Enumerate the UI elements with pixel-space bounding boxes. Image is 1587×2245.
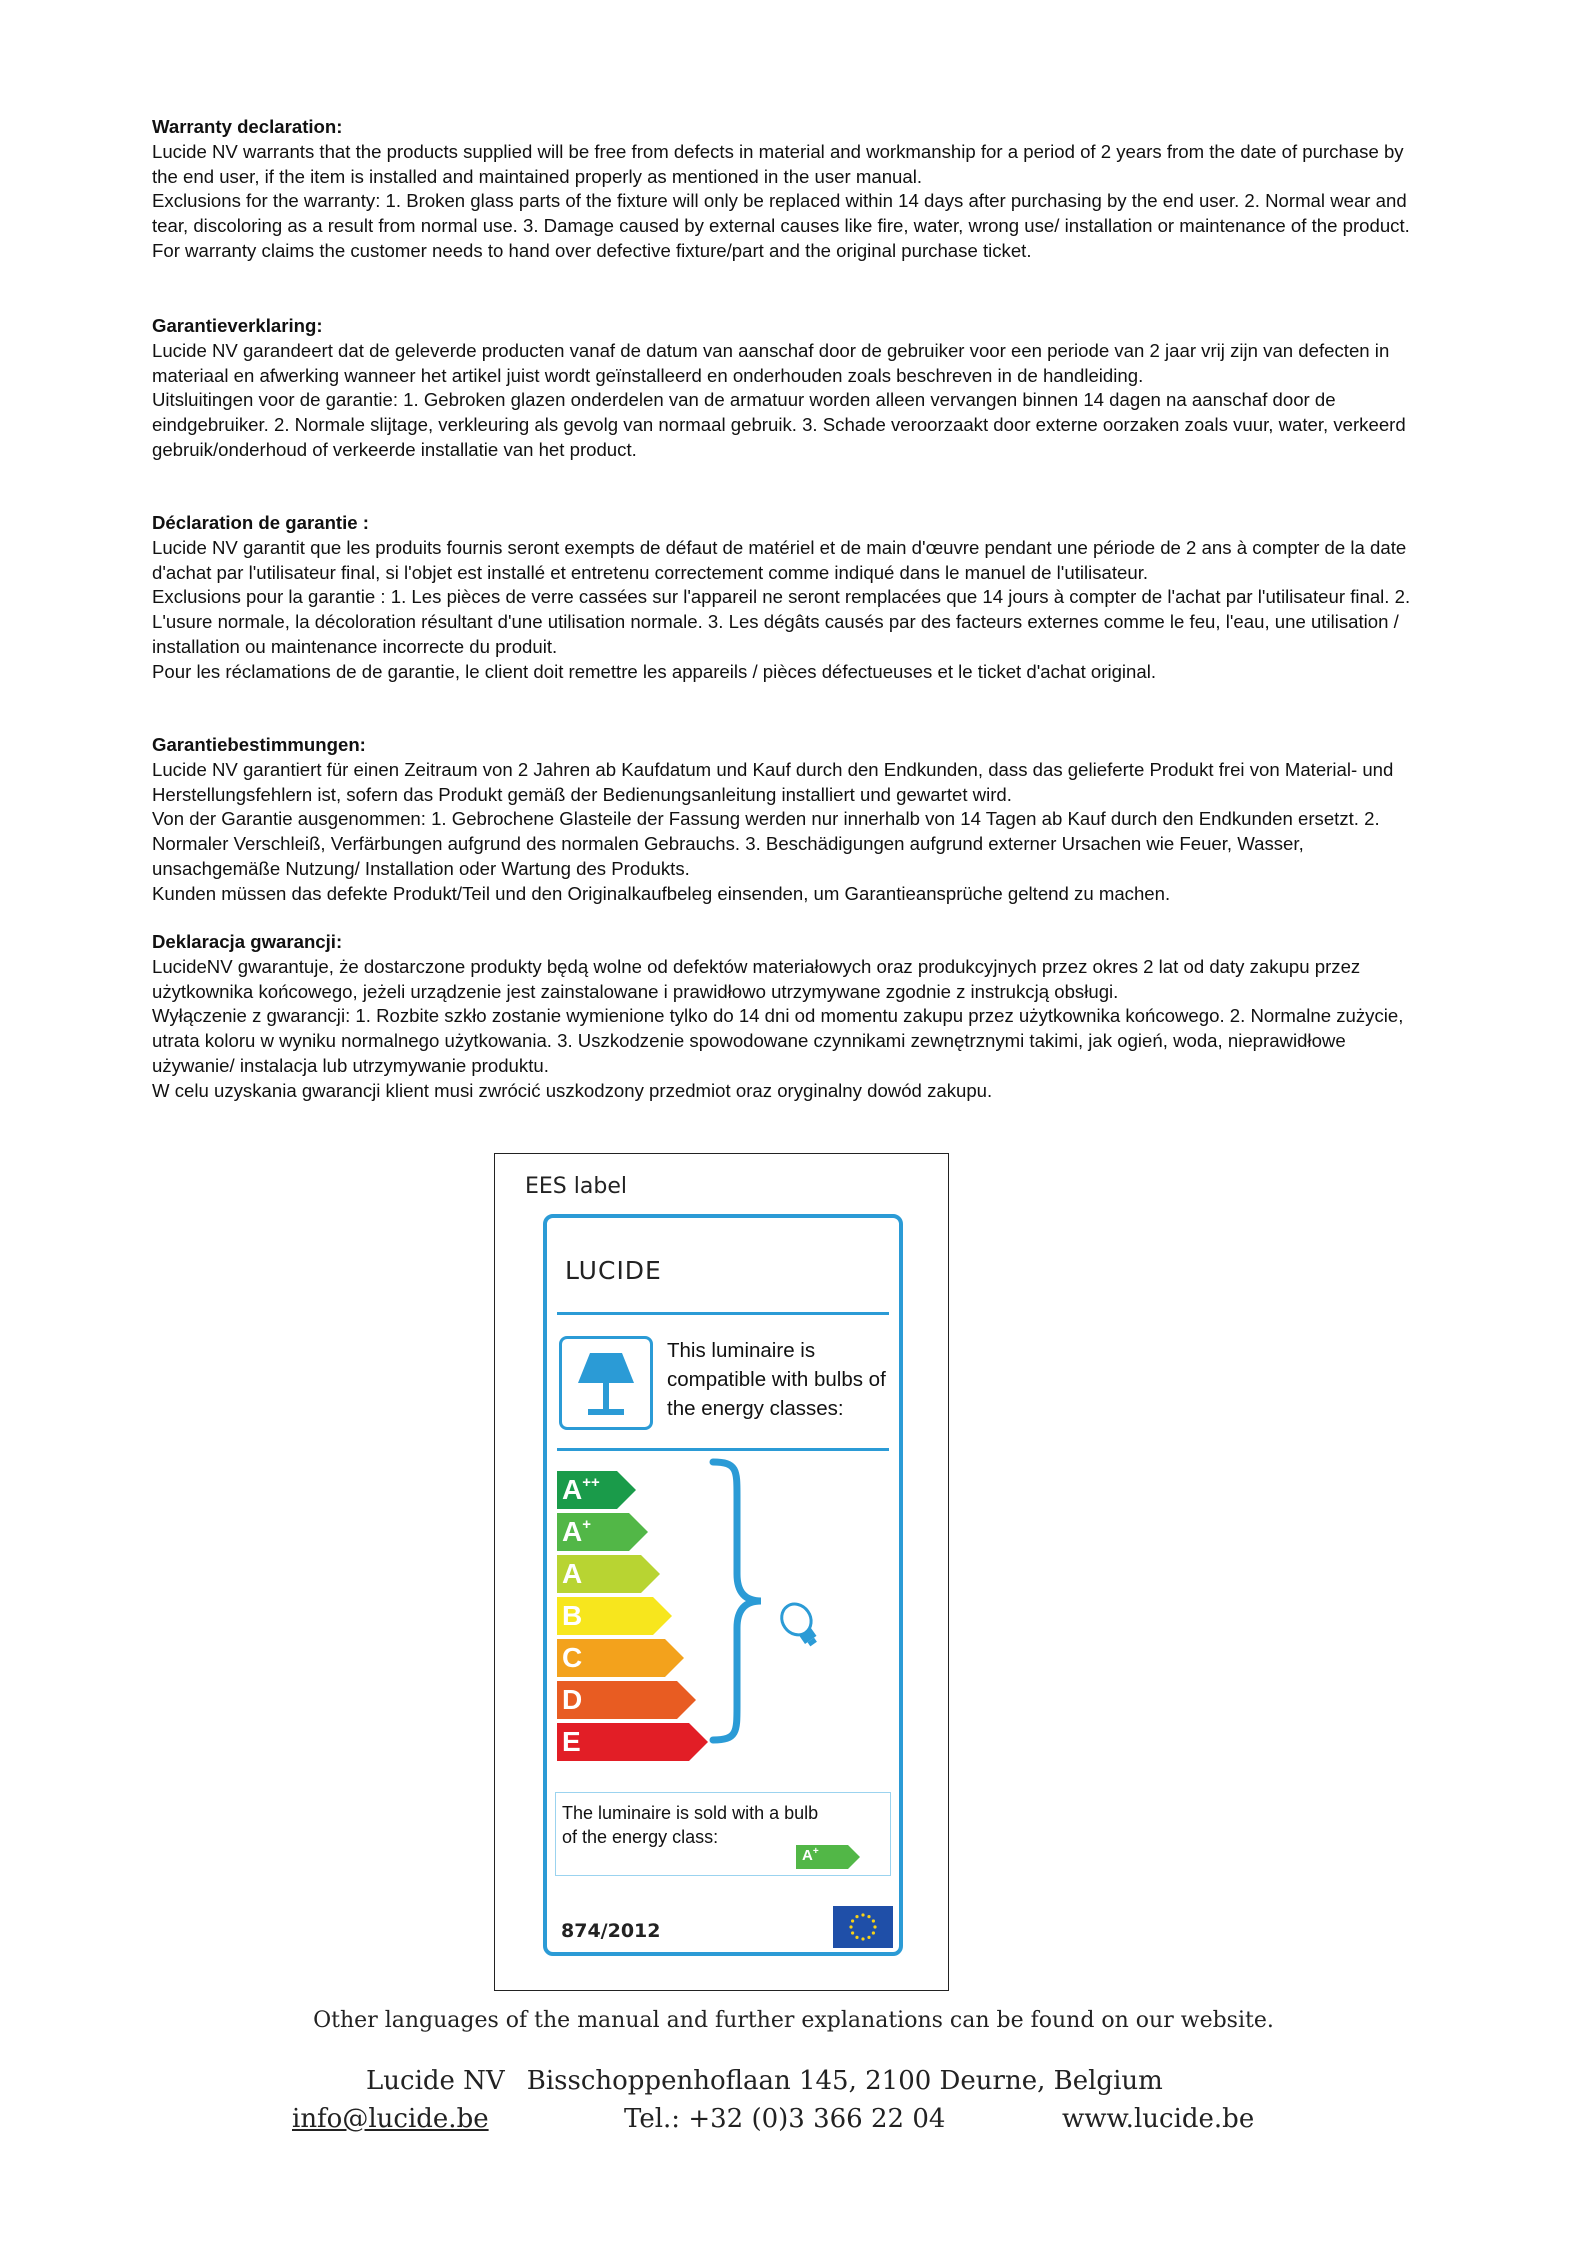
energy-class-letter: A++ [562, 1474, 600, 1505]
brand-name: LUCIDE [565, 1256, 662, 1285]
section-body: Lucide NV garandeert dat de geleverde producten vanaf de datum van aanschaf door de gebruiker voor een periode van 2 jaar vrij zijn van defecten in materiaal en afwerking wanneer het artikel juist wordt geïnstalleerd en onderhouden zoals beschreven in de handleiding. Uitsluitingen voor de garantie: 1. Gebroken glazen onderdelen van de armatuur worden alleen vervangen binnen 14 dagen na aanschaf door de eindgebruiker. 2. Normale slijtage, verkleuring als gevolg van normaal gebruik. 3. Schade veroorzaakt door externe oorzaken zoals vuur, water, verkeerd gebruik/onderhoud of verkeerde installatie van het product. [152, 339, 1406, 460]
energy-label-card [543, 1214, 903, 1956]
email-link[interactable]: info@lucide.be [292, 2104, 489, 2134]
ees-label-frame [494, 1153, 949, 1991]
energy-class-letter: B [562, 1600, 583, 1631]
warranty-section-nl [152, 314, 1420, 463]
warranty-text-pl [152, 930, 1420, 1104]
light-bulb-icon [771, 1596, 831, 1656]
energy-class-row [557, 1639, 685, 1677]
warranty-section-de [152, 733, 1420, 907]
curly-bracket-icon [707, 1456, 767, 1746]
sold-class-letter: A [802, 1847, 813, 1864]
warranty-section-pl [152, 930, 1420, 1104]
table-lamp-icon [559, 1336, 653, 1430]
warranty-text-fr [152, 511, 1420, 685]
energy-class-row [557, 1723, 709, 1761]
warranty-text-de [152, 733, 1420, 907]
energy-class-letter: E [562, 1726, 581, 1757]
footer-company-line [366, 2066, 1163, 2096]
energy-class-letter: A+ [562, 1516, 591, 1547]
section-heading: Déclaration de garantie : [152, 512, 369, 533]
energy-class-row [557, 1513, 649, 1551]
section-heading: Warranty declaration: [152, 116, 343, 137]
company-address: Bisschoppenhoflaan 145, 2100 Deurne, Belgium [526, 2066, 1163, 2096]
divider [557, 1312, 889, 1315]
sold-class-sup: + [812, 1846, 819, 1857]
telephone: Tel.: +32 (0)3 366 22 04 [624, 2104, 946, 2134]
section-heading: Garantieverklaring: [152, 315, 323, 336]
divider [557, 1448, 889, 1451]
section-body: LucideNV gwarantuje, że dostarczone produkty będą wolne od defektów materiałowych oraz produkcyjnych przez okres 2 lat od daty zakupu przez użytkownika końcowego, jeżeli urządzenie jest zainstalowane i prawidłowo utrzymywane zgodnie z instrukcją obsługi. Wyłączenie z gwarancji: 1. Rozbite szkło zostanie wymienione tylko do 14 dni od momentu zakupu przez użytkownika końcowego. 2. Normalne zużycie, utrata koloru w wyniku normalnego użytkowania. 3. Uszkodzenie spowodowane czynnikami zewnętrznymi takimi, jak ogień, woda, nieprawidłowe używanie/ instalacja lub utrzymywanie produktu. W celu uzyskania gwarancji klient musi zwrócić uszkodzony przedmiot oraz oryginalny dowód zakupu. [152, 955, 1404, 1101]
section-heading: Deklaracja gwarancji: [152, 931, 343, 952]
footer-note: Other languages of the manual and further explanations can be found on our website. [313, 2008, 1274, 2033]
regulation-number: 874/2012 [561, 1920, 661, 1942]
energy-class-letter: A [562, 1558, 583, 1589]
compatibility-text: This luminaire is compatible with bulbs of the energy classes: [667, 1339, 886, 1420]
energy-class-letter: D [562, 1684, 583, 1715]
sold-with-text: The luminaire is sold with a bulb of the energy class: [562, 1803, 819, 1847]
energy-class-row [557, 1597, 673, 1635]
warranty-section-fr [152, 511, 1420, 685]
section-body: Lucide NV warrants that the products supplied will be free from defects in material and workmanship for a period of 2 years from the date of purchase by the end user, if the item is installed and maintained properly as mentioned in the user manual. Exclusions for the warranty: 1. Broken glass parts of the fixture will only be replaced within 14 days after purchasing by the end user. 2. Normal wear and tear, discoloring as a result from normal use. 3. Damage caused by external causes like fire, water, wrong use/ installation or maintenance of the product. For warranty claims the customer needs to hand over defective fixture/part and the original purchase ticket. [152, 140, 1410, 261]
company-name: Lucide NV [366, 2066, 505, 2096]
website-link[interactable]: www.lucide.be [1062, 2104, 1255, 2134]
energy-class-row [557, 1471, 637, 1509]
section-body: Lucide NV garantit que les produits fournis seront exempts de défaut de matériel et de main d'œuvre pendant une période de 2 ans à compter de la date d'achat par l'utilisateur final, si l'objet est installé et entretenu correctement comme indiqué dans le manuel de l'utilisateur. Exclusions pour la garantie : 1. Les pièces de verre cassées sur l'appareil ne seront remplacées que 14 jours à compter de l'achat par l'utilisateur final. 2. L'usure normale, la décoloration résultant d'une utilisation normale. 3. Les dégâts causés par des facteurs externes comme le feu, l'eau, une utilisation / installation ou maintenance incorrecte du produit. Pour les réclamations de de garantie, le client doit remettre les appareils / pièces défectueuses et le ticket d'achat original. [152, 536, 1411, 682]
energy-class-row [557, 1555, 661, 1593]
warranty-text-nl [152, 314, 1420, 463]
energy-class-row [557, 1681, 697, 1719]
sold-with-bulb-box [555, 1792, 891, 1876]
ees-title: EES label [525, 1174, 627, 1199]
section-body: Lucide NV garantiert für einen Zeitraum von 2 Jahren ab Kaufdatum und Kauf durch den Endkunden, dass das gelieferte Produkt frei von Material- und Herstellungsfehlern ist, sofern das Produkt gemäß der Bedienungsanleitung installiert und gewartet wird. Von der Garantie ausgenommen: 1. Gebrochene Glasteile der Fassung werden nur innerhalb von 14 Tagen ab Kauf durch den Endkunden ersetzt. 2. Normaler Verschleiß, Verfärbungen aufgrund des normalen Gebrauchs. 3. Beschädigungen aufgrund externer Ursachen wie Feuer, Wasser, unsachgemäße Nutzung/ Installation oder Wartung des Produkts. Kunden müssen das defekte Produkt/Teil und den Originalkaufbeleg einsenden, um Garantieansprüche geltend zu machen. [152, 758, 1394, 904]
warranty-text [152, 115, 1420, 264]
eu-flag-icon [833, 1906, 893, 1948]
energy-class-letter: C [562, 1642, 583, 1673]
warranty-section-en [152, 115, 1420, 264]
sold-energy-class-label [802, 1845, 819, 1867]
section-heading: Garantiebestimmungen: [152, 734, 366, 755]
